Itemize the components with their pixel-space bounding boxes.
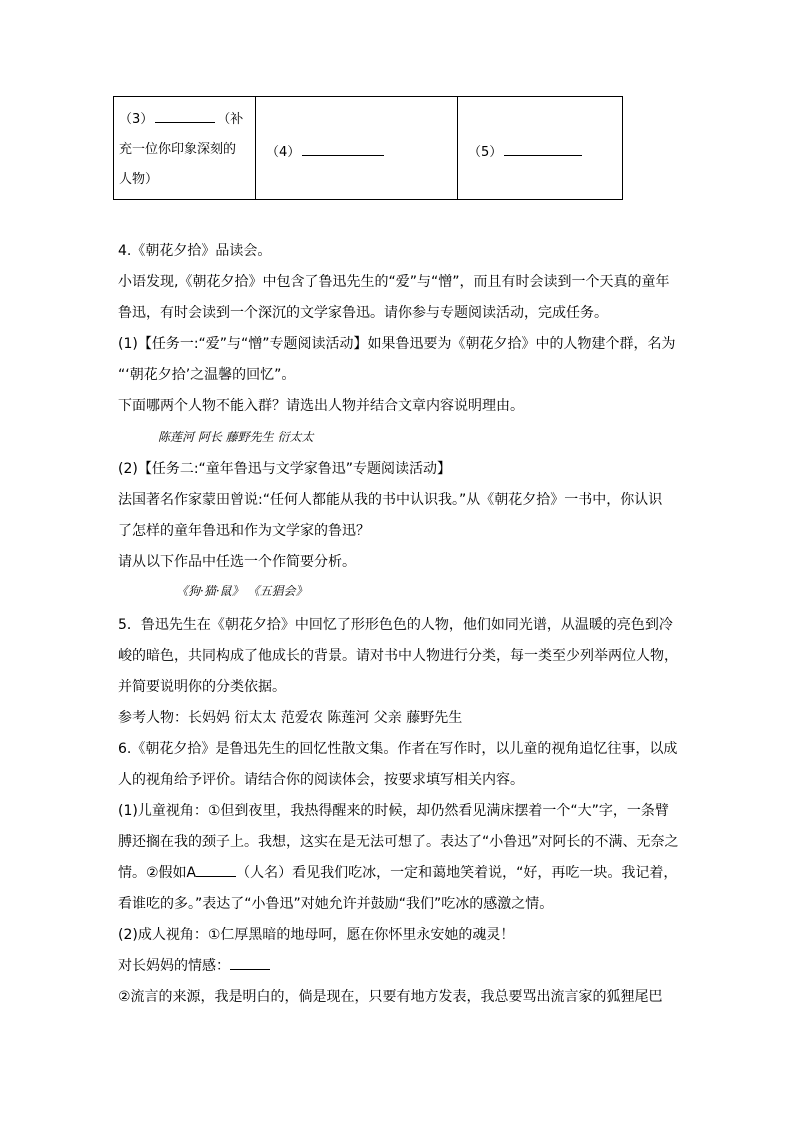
q5-line-1: 5．鲁迅先生在《朝花夕拾》中回忆了形形色色的人物，他们如同光谱，从温暖的亮色到冷 (118, 617, 673, 633)
q4-task2-line-4: 请从以下作品中任选一个作简要分析。 (118, 554, 356, 570)
q6-adult-view-line-2 (118, 955, 270, 975)
cell-4-number: （4） (266, 145, 301, 160)
blank-line (302, 154, 384, 156)
q6-child-view-line-3 (118, 862, 677, 882)
q4-task2-line-1: (2)【任务二:“童年鲁迅与文学家鲁迅”专题阅读活动】 (118, 461, 452, 477)
q4-task1-line-3: 下面哪两个人物不能入群？请选出人物并结合文章内容说明理由。 (118, 398, 524, 414)
cell-3-number: （3） (119, 112, 154, 127)
cell-3-line-1 (119, 105, 251, 135)
cell-5-content (468, 141, 584, 160)
cell-3-line-3: 人物） (119, 172, 159, 187)
q6-line-2: 人的视角给予评价。请结合你的阅读体会，按要求填写相关内容。 (118, 772, 524, 788)
q6-child-view-line-4: 看谁吃的多。”表达了“小鲁迅”对她允许并鼓励“我们”吃冰的感激之情。 (118, 896, 554, 912)
table-cell-5 (458, 97, 622, 199)
answer-table (113, 96, 623, 200)
blank-line (230, 957, 270, 970)
q4-intro-1: 小语发现,《朝花夕拾》中包含了鲁迅先生的“爱”与“憎”，而且有时会读到一个天真的童年 (118, 274, 670, 290)
q4-names: 陈莲河 阿长 藤野先生 衍太太 (158, 430, 314, 444)
q5-line-2: 峻的暗色，共同构成了他成长的背景。请对书中人物进行分类，每一类至少列举两位人物， (118, 648, 678, 664)
q6-child-view-line-1: (1)儿童视角：①但到夜里，我热得醒来的时候，却仍然看见满床摆着一个“大”字，一条臂 (118, 803, 669, 819)
blank-line (155, 121, 215, 123)
q4-task2-line-2: 法国著名作家蒙田曾说:“任何人都能从我的书中认识我。”从《朝花夕拾》一书中，你认识 (118, 492, 663, 508)
cell-5-number: （5） (468, 145, 503, 160)
q6-adult-view-line-1: (2)成人视角：①仁厚黑暗的地母呵，愿在你怀里永安她的魂灵！ (118, 927, 515, 943)
q4-task1-line-2: “‘朝花夕拾’之温馨的回忆”。 (118, 367, 296, 383)
table-cell-3 (114, 97, 256, 199)
q6-emotion-label: 对长妈妈的情感： (118, 958, 230, 974)
q6-child-view-line-2: 膊还搁在我的颈子上。我想，这实在是无法可想了。表达了“小鲁迅”对阿长的不满、无奈之 (118, 834, 679, 850)
q4-works: 《狗·猫·鼠》 《五猖会》 (176, 584, 308, 598)
q6-line-1: 6.《朝花夕拾》是鲁迅先生的回忆性散文集。作者在写作时，以儿童的视角追忆往事，以成 (118, 741, 678, 757)
cell-3-note-start: （补 (217, 112, 244, 127)
q4-task2-line-3: 了怎样的童年鲁迅和作为文学家的鲁迅？ (118, 523, 370, 539)
q5-reference: 参考人物：长妈妈 衍太太 范爱农 陈莲河 父亲 藤野先生 (118, 710, 463, 726)
q6-adult-view-line-3: ②流言的来源，我是明白的，倘是现在，只要有地方发表，我总要骂出流言家的狐狸尾巴 (118, 989, 663, 1005)
q4-intro-2: 鲁迅，有时会读到一个深沉的文学家鲁迅。请你参与专题阅读活动，完成任务。 (118, 305, 608, 321)
table-cell-4 (256, 97, 458, 199)
cell-4-content (266, 141, 386, 160)
q5-line-3: 并简要说明你的分类依据。 (118, 679, 286, 695)
q4-task1-line-1: (1)【任务一:“爱”与“憎”专题阅读活动】如果鲁迅要为《朝花夕拾》中的人物建个群，名为 (118, 336, 676, 352)
blank-line (504, 154, 582, 156)
blank-line (196, 864, 236, 877)
q6-line-3-start: 情。②假如A (118, 865, 197, 881)
q4-title: 4.《朝花夕拾》品读会。 (118, 243, 272, 259)
q6-line-3-end: （人名）看见我们吃冰，一定和蔼地笑着说，“好，再吃一块。我记着， (236, 865, 678, 881)
cell-3-line-2: 充一位你印象深刻的 (119, 142, 237, 157)
